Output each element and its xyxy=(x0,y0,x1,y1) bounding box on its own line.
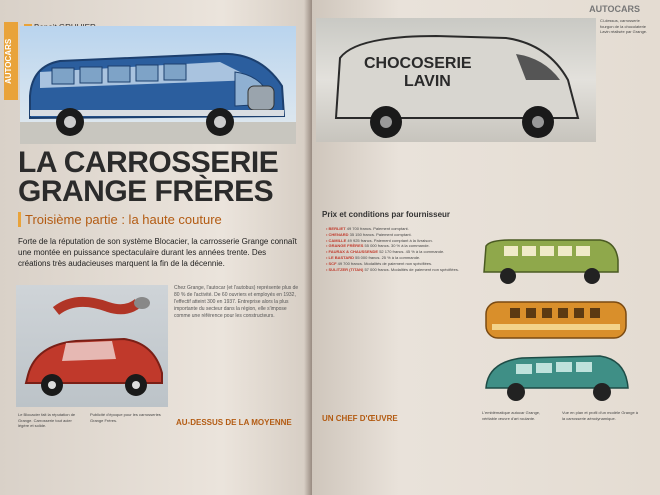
price-entry-text: 55 000 francs. 25 % à la commande. xyxy=(355,254,421,260)
price-entry-text: 35 150 francs. Paiement comptant. xyxy=(349,231,412,237)
price-heading: Prix et conditions par fournisseur xyxy=(322,210,451,219)
price-entry-brand: • LE BASTARD xyxy=(326,254,356,260)
truck-lettering-2: LAVIN xyxy=(404,73,451,90)
green-bus-model xyxy=(480,234,622,288)
price-entry-text: 49 925 francs. Paiement comptant à la livraison. xyxy=(347,237,433,243)
article-title xyxy=(18,148,308,206)
truck-illustration xyxy=(316,18,596,142)
left-body-column: Chez Grange, l'autocar (et l'autobus) représente plus de 80 % de l'activité. De 60 ouvriers et employés en 1932, l'effectif atteint 300 en 1937. Entreprise alors la plus importante du secteur dans la région, elle s'impose comme une référence pour les constructeurs. xyxy=(174,285,299,319)
right-section-label: AUTOCARS xyxy=(589,4,640,14)
price-entry-brand: • SULITZER (TITAN) xyxy=(326,266,365,272)
price-entry-brand: • CAMILLE xyxy=(326,237,348,243)
article-subtitle: Troisième partie : la haute couture xyxy=(18,212,222,227)
price-entry-text: 49 700 francs. Paiement comptant. xyxy=(346,226,409,231)
truck-caption: Ci-dessus, carrosserie fourgon de la chocolaterie Lavin réalisée par Grange. xyxy=(600,18,648,34)
caption-right-2: Vue en plan et profil d'un modèle Grange à la carrosserie aérodynamique. xyxy=(562,410,638,421)
price-entry-text: 52 170 francs. 45 % à la commande. xyxy=(379,249,445,255)
price-entry-brand: • FAURAX & CHAUSSENDE xyxy=(326,249,380,255)
section-tab: AUTOCARS xyxy=(4,22,18,100)
price-entry-brand: • GRANGE FRÈRES xyxy=(326,243,365,249)
article-intro: Forte de la réputation de son système Blocacier, la carrosserie Grange connaît une montée en puissance spectaculaire durant les années trente. Des créations très audacieuses marquent la fin de la décennie. xyxy=(18,237,297,268)
bus-photo xyxy=(20,26,296,144)
price-entry-brand: • CHENARD xyxy=(326,231,350,237)
price-entry-brand: • BERLIET xyxy=(326,226,347,231)
truck-photo xyxy=(316,18,596,142)
advert-car-photo xyxy=(16,285,168,407)
subheading-masterpiece: UN CHEF D'ŒUVRE xyxy=(322,414,398,423)
price-list xyxy=(326,226,472,272)
price-entry-text: 49 700 francs. Modalités de paiement non spécifiées. xyxy=(337,260,433,266)
price-entry-text: 57 000 francs. Modalités de paiement non spécifiées. xyxy=(364,266,459,272)
price-entry-brand: • SCF xyxy=(326,260,338,266)
title-line-2: GRANGE FRÈRES xyxy=(18,175,274,208)
teal-bus-model xyxy=(482,348,632,404)
caption-left-1: Le Blocacier fait la réputation de Grange. Carrosserie tout acier légère et solide. xyxy=(18,412,76,428)
left-page xyxy=(0,0,318,495)
truck-lettering-1: CHOCOSERIE xyxy=(364,55,472,72)
caption-right-1: L'emblématique autocar Grange, véritable œuvre d'art roulante. xyxy=(482,410,541,421)
price-entry-text: 55 000 francs. 30 % à la commande. xyxy=(364,243,430,249)
price-entry xyxy=(326,267,472,273)
orange-bus-plan-model xyxy=(484,296,628,344)
advert-car-illustration xyxy=(16,285,168,407)
bus-illustration xyxy=(20,26,296,144)
caption-left-2: Publicité d'époque pour les carrosseries Grange Frères. xyxy=(90,412,161,423)
subheading-above-average: AU-DESSUS DE LA MOYENNE xyxy=(176,418,292,427)
title-line-1: LA CARROSSERIE xyxy=(18,146,279,179)
